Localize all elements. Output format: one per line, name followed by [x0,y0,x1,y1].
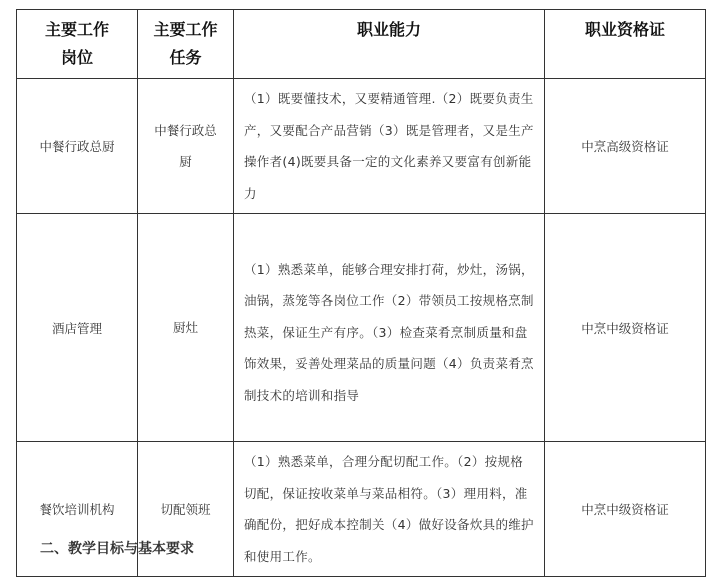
cell-ability: （1）熟悉菜单，能够合理安排打荷，炒灶，汤锅，油锅，蒸笼等各岗位工作（2）带领员工按规格烹制热菜，保证生产有序。（3）检查菜肴烹制质量和盘饰效果，妥善处理菜品的质量问题（4）负责菜肴烹制技术的培训和指导 [234,214,545,442]
table-row [17,214,706,442]
cell-task: 厨灶 [138,214,234,442]
cell-position: 酒店管理 [17,214,138,442]
cell-position: 餐饮培训机构 [17,442,138,577]
header-position: 主要工作岗位 [17,10,138,79]
cell-task: 中餐行政总厨 [138,79,234,214]
table-row [17,79,706,214]
cell-certificate: 中烹高级资格证 [545,79,706,214]
cell-certificate: 中烹中级资格证 [545,442,706,577]
cell-position: 中餐行政总厨 [17,79,138,214]
section-heading: 二、教学目标与基本要求 [40,541,194,557]
header-task: 主要工作任务 [138,10,234,79]
cell-task: 切配领班 [138,442,234,577]
cell-ability: （1）既要懂技术，又要精通管理.（2）既要负责生产，又要配合产品营销（3）既是管理者，又是生产操作者(4)既要具备一定的文化素养又要富有创新能力 [234,79,545,214]
cell-certificate: 中烹中级资格证 [545,214,706,442]
header-certificate: 职业资格证 [545,10,706,79]
career-table [16,9,706,577]
header-row [17,10,706,79]
header-ability: 职业能力 [234,10,545,79]
cell-ability: （1）熟悉菜单，合理分配切配工作。（2）按规格切配，保证按收菜单与菜品相符。（3）理用料，准确配份，把好成本控制关（4）做好设备炊具的维护和使用工作。 [234,442,545,577]
